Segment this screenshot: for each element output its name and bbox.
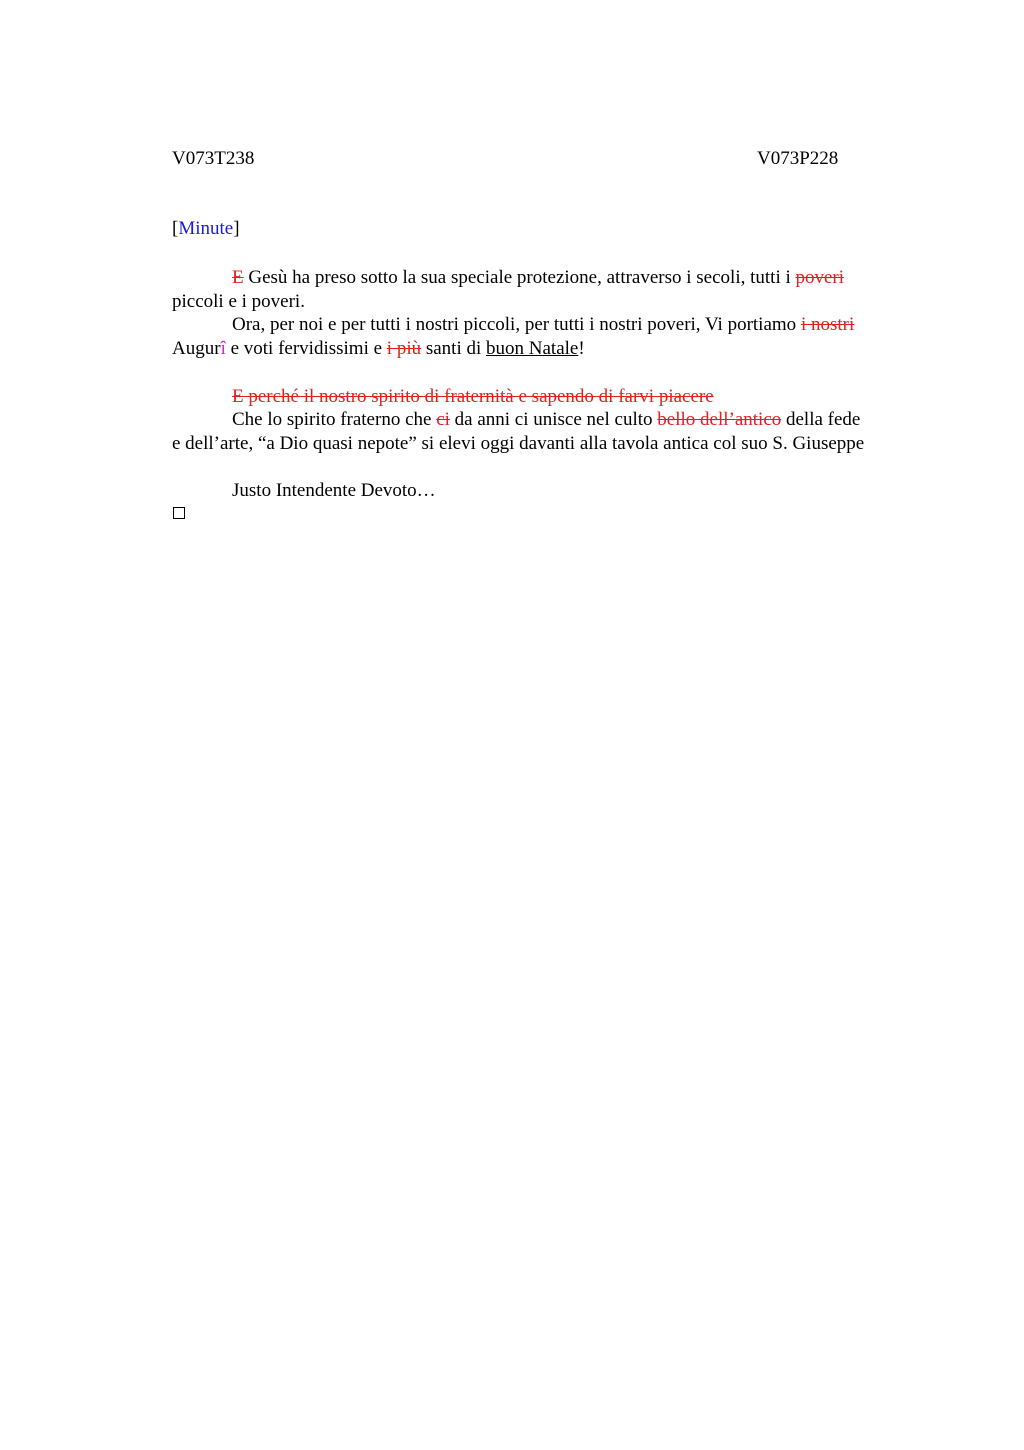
document-body <box>172 266 932 503</box>
deleted-text: i più <box>386 338 422 360</box>
paragraph-1-line-1 <box>172 266 932 290</box>
blank-line <box>172 456 932 480</box>
paragraph-text: da anni ci unisce nel culto <box>449 409 658 431</box>
inserted-character: î <box>220 338 226 360</box>
paragraph-1-line-2: piccoli e i poveri. <box>172 290 305 312</box>
section-label <box>172 218 240 240</box>
deleted-text: ci <box>436 409 450 431</box>
paragraph-2-line-2 <box>172 337 932 361</box>
closing-line: Justo Intendente Devoto… <box>232 480 436 502</box>
deleted-text: bello dell’antico <box>657 409 782 431</box>
deleted-text: E perché il nostro spirito di fraternità e sapendo di farvi piacere <box>232 385 714 407</box>
paragraph-text: Augur <box>172 338 221 360</box>
blank-line <box>172 361 932 385</box>
paragraph-3-line-1 <box>172 408 932 432</box>
open-bracket: [ <box>172 218 179 239</box>
deleted-text: poveri <box>795 267 845 288</box>
paragraph-3-deleted-line <box>172 385 932 409</box>
paragraph-text: e voti fervidissimi e <box>225 338 387 360</box>
paragraph-text: ! <box>578 338 585 360</box>
paragraph-2-line-1 <box>172 313 932 337</box>
paragraph-3-line-2: e dell’arte, “a Dio quasi nepote” si elevi oggi davanti alla tavola antica col suo S. Giuseppe <box>172 432 865 454</box>
underlined-text: buon Natale <box>486 338 579 360</box>
deleted-text: i nostri <box>800 314 855 336</box>
close-bracket: ] <box>233 218 240 239</box>
document-code-left: V073T238 <box>172 148 255 169</box>
document-code-right: V073P228 <box>757 148 839 169</box>
paragraph-text: della fede <box>781 409 861 431</box>
checkbox-square-icon <box>173 507 185 519</box>
deleted-text: E <box>232 267 244 288</box>
paragraph-text: Ora, per noi e per tutti i nostri piccoli, per tutti i nostri poveri, Vi portiamo <box>232 314 801 336</box>
paragraph-text: Che lo spirito fraterno che <box>232 409 437 431</box>
paragraph-text: Gesù ha preso sotto la sua speciale protezione, attraverso i secoli, tutti i <box>243 267 796 288</box>
section-label-text: Minute <box>178 218 234 239</box>
paragraph-text: santi di <box>421 338 487 360</box>
